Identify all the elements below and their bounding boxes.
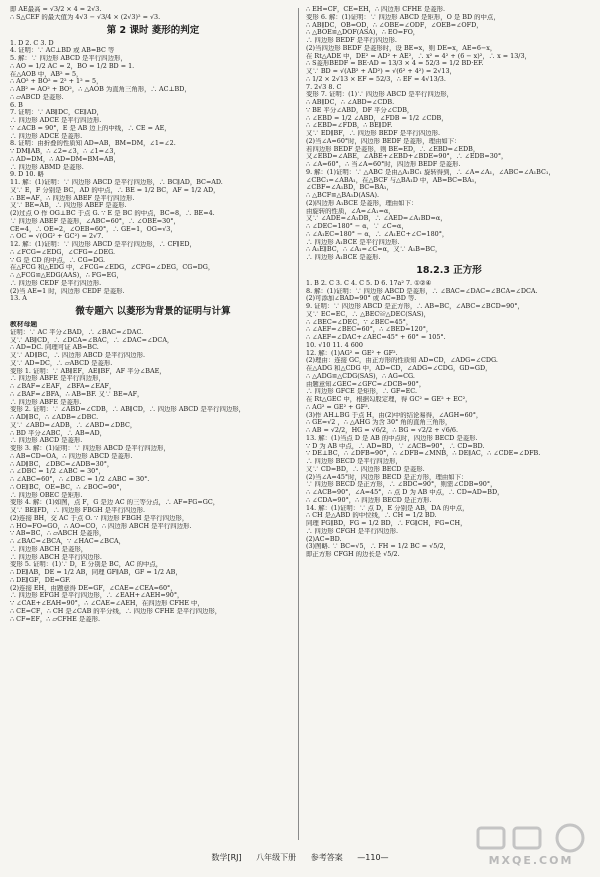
answer-line: ∴ BE=AF，∴ 四边形 ABEF 是平行四边形. bbox=[10, 194, 135, 202]
footer-page-number: —110— bbox=[357, 853, 389, 862]
answer-line: (2)连接 EH，由题意得 DE=GF，∠CAE=∠CEA=60°， bbox=[10, 584, 177, 592]
answer-line: 又∵ BE∥FD，∴ 四边形 FBGH 是平行四边形. bbox=[10, 507, 146, 514]
answer-line: (2)当 AE=1 时，四边形 CEDF 是菱形. bbox=[10, 287, 125, 295]
answer-line: ∴ 四边形 A₁BCE 是平行四边形. bbox=[306, 238, 400, 246]
answer-line: ∵ DM∥AB，∴ ∠2=∠3，∴ ∠1=∠3， bbox=[10, 148, 120, 155]
answer-line: ∴ △FCG≌△EDG(AAS)，∴ FG=EG， bbox=[10, 272, 123, 279]
answer-line: 8. 证明：由折叠的性质知 AD=AB，BM=DM，∠1=∠2. bbox=[10, 140, 176, 148]
answer-line: 若四边形 BEDF 是菱形，则 BE=ED，∴ ∠EBD=∠EDB， bbox=[306, 145, 480, 153]
column-divider bbox=[298, 8, 299, 840]
answer-line: ∵ 四边形 BECD 是正方形，∴ ∠BDC=90°，则需∠CDB=90°， bbox=[306, 481, 497, 489]
answer-line: (3)图略. ∵ BC=√5，∴ FH = 1/2 BC = √5/2， bbox=[306, 543, 450, 551]
answer-line: ∴ ∠AEF=∠DAC+∠AEC=45° + 60° = 105°. bbox=[306, 334, 446, 341]
answer-line: ∴ BD 平分∠ABC，∴ AB=AD， bbox=[10, 429, 107, 437]
answer-line: ∴ ∠DBC = 1/2 ∠ABC = 30°， bbox=[10, 468, 105, 476]
answer-line: ∴ AO² + BO² = 2² + 1² = 5， bbox=[10, 78, 103, 86]
answer-line: 4. 证明：∵ AC⊥BD 或 AB=BC 等 bbox=[10, 47, 115, 55]
answer-line: ∴ 四边形 ABCD 是菱形. bbox=[10, 437, 83, 445]
answer-line: (2)理由：连接 GC，由正方形的性质知 AD=CD，∠ADG=∠CDG. bbox=[306, 357, 498, 365]
answer-line: ∴ ∠BAF=∠BFA，∴ AB=BF. 又∵ BE=AF， bbox=[10, 390, 144, 398]
answer-line: 变形 4. 解：(1)如图，点 F，G 是边 AC 的三等分点，∴ AF=FG=GC， bbox=[10, 499, 220, 507]
answer-line: 在△AOB 中，AB² = 5， bbox=[10, 70, 83, 78]
answer-line: 又∵ ∠ADE=∠A₁DB，∴ ∠AED=∠A₁BD=α， bbox=[306, 215, 447, 223]
answer-line: ∴ AB = √2/2，HG = √6/2，∴ BG = √2/2 + √6/6. bbox=[306, 427, 459, 434]
section-heading: 18.2.3 正方形 bbox=[416, 264, 482, 276]
answer-line: ∵ ∠CAE+∠EAH=90°，∴ ∠CAE=∠AEH，在四边形 CFHE 中， bbox=[10, 600, 204, 607]
subsection-label: 教材母题 bbox=[10, 321, 38, 328]
answer-line: ∴ ∠CDA=90°，∴ 四边形 BECD 是正方形. bbox=[306, 496, 432, 504]
answer-line: ∴ ▱ABCD 是菱形. bbox=[10, 93, 64, 101]
footer-grade: 八年级下册 bbox=[256, 853, 297, 862]
answer-line: ∵ G 是 CD 的中点，∴ CG=DG. bbox=[10, 256, 106, 264]
answer-line: (2)AC=BD. bbox=[306, 535, 342, 543]
answer-line: ∵ DE⊥BC，∴ ∠DFB=90°，∴ ∠DFB=∠MNB，∴ DE∥AC，∴ ∠CDE=∠DFB. bbox=[306, 450, 541, 458]
answer-line: 6. B bbox=[10, 101, 23, 109]
answer-line: 变形 6. 解：(1)证明：∵ 四边形 ABCD 是矩形，O 是 BD 的中点， bbox=[306, 13, 500, 21]
answer-line: 8. 解：(1)证明：∵ 四边形 ABCD 是菱形，∴ ∠BAC=∠DAC=∠BCA=∠DCA. bbox=[306, 287, 538, 295]
answer-line: (2)可添加∠BAD=90° 或 AC=BD 等. bbox=[306, 295, 417, 303]
answer-line: ∴ 四边形 EFGH 是平行四边形，∴ ∠EAH+∠AEH=90°， bbox=[10, 592, 184, 600]
answer-line: 10. √10 11. 4 600 bbox=[306, 341, 363, 349]
answer-line: ∴ DE∥AB，DE = 1/2 AB，同理 GF∥AB，GF = 1/2 AB， bbox=[10, 569, 182, 576]
answer-line: 即 AE最高 = √3/2 × 4 = 2√3. bbox=[10, 6, 102, 13]
answer-line: 又∵ ∠ABD=∠ADB，∴ ∠ABD=∠DBC， bbox=[10, 421, 137, 429]
answer-line: ∴ 四边形 ADCE 是平行四边形. bbox=[10, 117, 102, 124]
answer-line: 9. 证明：∵ 四边形 ABCD 是正方形，∴ AB=BC，∠ABC=∠BCD=90°， bbox=[306, 303, 524, 310]
answer-line: ∴ CE=CF，∴ CH 是∠CAB 的平分线，∴ 四边形 CFHE 是平行四边形， bbox=[10, 607, 222, 615]
answer-line: ∴ ∠ABC=60°，∴ ∠DBC = 1/2 ∠ABC = 30°. bbox=[10, 476, 150, 483]
answer-line: ∴ AO = 1/2 AC = 2，BO = 1/2 BD = 1. bbox=[10, 62, 135, 70]
answer-line: ∵ AB=BC，∴ ▱ABCH 是菱形， bbox=[10, 530, 106, 538]
answer-line: ∴ ∠BEC=∠DEC，∵ ∠BEC=45°， bbox=[306, 318, 413, 326]
answer-line: (2)过点 O 作 OG⊥BC 于点 G. ∵ E 是 BC 的中点，BC=8，∴ BE=4. bbox=[10, 210, 215, 217]
answer-line: ∴ AG² = GE² + GF². bbox=[306, 403, 370, 411]
answer-line: 在 Rt△GEC 中，根据勾股定理，得 GC² = GE² + EC²， bbox=[306, 396, 472, 403]
answer-line: 9. D 10. 略 bbox=[10, 171, 44, 179]
answer-line: 9. 解：(1)证明：∵ △ABC 是由△A₁BC₁ 旋转得到，∴ ∠A=∠A₁，∠ABC=∠A₁BC₁， bbox=[306, 168, 555, 176]
answer-line: ∴ 1/2 × 2√13 × EF = 52/3，∴ EF = 4√13/3. bbox=[306, 75, 446, 83]
answer-line: ∴ HO=FO=GO，∴ AO=CO，∴ 四边形 ABCH 是平行四边形. bbox=[10, 522, 192, 530]
answer-line: ∴ AD∥BC，∠DBC=∠ADB=30°， bbox=[10, 460, 114, 468]
answer-line: 又∠EBD=∠ABE，∠ABE+∠EBD+∠BDE=90°，∴ ∠EDB=30°， bbox=[306, 153, 508, 161]
answer-line: 由旋转的性质，∠A=∠A₁=α， bbox=[306, 207, 395, 215]
answer-line: ∴ 四边形 BEDF 是平行四边形. bbox=[306, 37, 397, 44]
answer-line: 变形 3. 解：(1)证明：∵ 四边形 ABCD 是平行四边形， bbox=[10, 445, 170, 452]
answer-line: ∴ ∠BAC=∠BCA，∵ ∠HAC=∠BCA， bbox=[10, 538, 126, 545]
answer-line: 1. B 2. C 3. C 4. C 5. D 6. 17a² 7. ①②④ bbox=[306, 279, 432, 287]
answer-line: ∴ AB=CD=OA，∴ 四边形 ABCD 是菱形. bbox=[10, 452, 133, 460]
section-heading: 第 2 课时 菱形的判定 bbox=[106, 24, 200, 36]
answer-line: 在△FCG 和△EDG 中，∠FCG=∠EDG，∠CFG=∠DEG，CG=DG， bbox=[10, 264, 215, 272]
section-heading: 微专题六 以菱形为背景的证明与计算 bbox=[75, 306, 231, 317]
answer-line: ∴ ∠BAF=∠EAF，∠BFA=∠EAF， bbox=[10, 383, 116, 390]
answer-line: 11. 解：(1)证明：∵ 四边形 ABCD 是平行四边形，∴ BC∥AD，BC=AD. bbox=[10, 179, 223, 186]
answer-line: 变形 2. 证明：∵ ∠ABD=∠CDB，∴ AB∥CD，∴ 四边形 ABCD 是平行四边形， bbox=[10, 406, 246, 414]
answer-line: 由题意知∠GEC=∠GFC=∠DCB=90°， bbox=[306, 380, 426, 388]
answer-line: (2)四边形 A₁BCE 是菱形，理由如下： bbox=[306, 199, 418, 207]
answer-line: 同理 FG∥BD，FG = 1/2 BD，∴ FG∥CH，FG=CH， bbox=[306, 520, 467, 527]
answer-line: ∴ 四边形 ADCE 是菱形. bbox=[10, 132, 83, 140]
answer-line: ∴ GE=√2 ，∴ △AHG 为含 30° 角的直角三角形， bbox=[306, 419, 452, 427]
answer-line: ∴ 四边形 OBEC 是矩形. bbox=[10, 491, 83, 499]
answer-line: 14. 解：(1)证明：∵ 点 D，E 分别是 AB，DA 的中点， bbox=[306, 504, 469, 512]
answer-line: 13. A bbox=[10, 295, 27, 303]
answer-line: 12. 解：(1)证明：∵ 四边形 ABCD 是平行四边形，∴ CF∥ED， bbox=[10, 241, 196, 248]
answer-line: 又∵ EC=EC，∴ △BEC≌△DEC(SAS)， bbox=[306, 310, 430, 318]
answer-line: ∴ OC = √(OG² + GC²) = 2√7. bbox=[10, 233, 104, 241]
answer-line: (2)连接 BH，交 AC 于点 O. ∵ 四边形 FBGH 是平行四边形， bbox=[10, 514, 189, 522]
watermark-logo-icon bbox=[470, 820, 592, 854]
answer-line: 证明：∵ AC 平分∠BAD，∴ ∠BAC=∠DAC. bbox=[10, 328, 144, 336]
answer-line: ∴ AB∥DC，OB=OD，∴ ∠OBE=∠ODF，∠OEB=∠OFD， bbox=[306, 21, 483, 29]
answer-line: ∴ AD=DC. 同理可证 AB=BC. bbox=[10, 344, 99, 352]
answer-line: ∴ CH 是△ABD 的中位线，∴ CH = 1/2 BD. bbox=[306, 512, 437, 520]
answer-line: ∴ ∠A₁EC=180° − α，∴ ∠A₁EC+∠C=180°， bbox=[306, 230, 449, 238]
answer-line: ∴ △ADG≌△CDG(SAS)，∴ AG=CG. bbox=[306, 372, 415, 380]
answer-line: ∴ 四边形 ABMD 是菱形. bbox=[10, 163, 84, 171]
answer-line: ∴ EH=CF，CE=EH，∴ 四边形 CFHE 是菱形. bbox=[306, 6, 446, 13]
answer-line: 又∵ BE=AB，∴ 四边形 ABEF 是菱形. bbox=[10, 202, 127, 210]
answer-line: ∵ D 为 AB 中点，∴ AD=BD，∵ ∠ACB=90°，∴ CD=BD. bbox=[306, 442, 485, 450]
answer-line: ∴ AD=DM，∴ AD=DM=BM=AB， bbox=[10, 155, 120, 163]
answer-line: ∴ 四边形 ABCH 是平行四边形. bbox=[10, 553, 102, 561]
answer-line: ∠CBC₁=∠ABA₁，在△BCF 与△BA₁D 中，AB=BC=BA₁， bbox=[306, 176, 481, 184]
answer-line: ∴ 四边形 ABCH 是菱形， bbox=[10, 545, 88, 553]
answer-line: ∴ ∠DEC=180° − α，∵ ∠C=α， bbox=[306, 223, 408, 230]
answer-line: 又∵ ED∥BF，∴ 四边形 BEDF 是平行四边形. bbox=[306, 130, 441, 137]
answer-line: ∴ AD∥BC，∴ ∠ADB=∠DBC. bbox=[10, 414, 99, 421]
answer-line: 1. D 2. C 3. D bbox=[10, 39, 54, 47]
answer-line: ∴ 四边形 ABFE 是菱形. bbox=[10, 398, 82, 406]
answer-line: 又∵ BD = √(AB² + AD²) = √(6² + 4²) = 2√13， bbox=[306, 68, 456, 75]
answer-line: ∴ △BCF≌△BA₁D(ASA). bbox=[306, 192, 380, 199]
right-column bbox=[306, 6, 592, 844]
answer-line: 即正方形 CFGH 的边长是 √5/2. bbox=[306, 551, 400, 558]
watermark bbox=[470, 820, 592, 868]
answer-line: 7. 证明：∵ AB∥DC，CE∥AD， bbox=[10, 109, 104, 117]
answer-line: ∴ ∠ACB=90°，∠A=45°，∴ 点 D 为 AB 中点，∴ CD=AD=BD， bbox=[306, 489, 504, 496]
answer-line: ∴ ∠A=60°，∴ 当∠A=60°时，四边形 BEDF 是菱形. bbox=[306, 161, 461, 168]
answer-line: 变形 7. 证明：(1)∵ 四边形 ABCD 是平行四边形， bbox=[306, 91, 453, 99]
watermark-text: MXQE.COM bbox=[488, 854, 574, 867]
answer-line: 又∵ E，F 分别是 BC，AD 的中点，∴ BE = 1/2 BC，AF = 1/2 AD， bbox=[10, 186, 220, 194]
answer-line: (2)当∠A=60°时，四边形 BEDF 是菱形，理由如下： bbox=[306, 137, 461, 145]
answer-line: (3)作 AH⊥BG 于点 H，由(2)中的结论易得，∠AGH=60°， bbox=[306, 411, 483, 419]
answer-line: ∴ CF=EF，∴ ▱CFHE 是菱形. bbox=[10, 615, 101, 623]
answer-line: ∠CBF=∠A₁BD，BC=BA₁， bbox=[306, 184, 393, 192]
answer-line: 又∵ AD∥BC，∴ 四边形 ABCD 是平行四边形. bbox=[10, 352, 146, 359]
answer-line: ∴ DE∥GF，DE=GF. bbox=[10, 576, 71, 584]
answer-line: 5. 解：∵ 四边形 ABCD 是平行四边形， bbox=[10, 55, 127, 62]
answer-line: ∵ 四边形 ABEF 是菱形，∠ABC=60°，∴ ∠OBE=30°， bbox=[10, 217, 180, 225]
answer-line: ∴ OE∥BC，OE=BC，∴ ∠BOC=90°， bbox=[10, 483, 126, 491]
answer-line: 在△ADG 和△CDG 中，AD=CD，∠ADG=∠CDG，GD=GD， bbox=[306, 365, 492, 372]
answer-line: ∴ 四边形 CFGH 是平行四边形. bbox=[306, 527, 399, 535]
answer-line: ∴ △BOE≌△DOF(ASA)，∴ EO=FO， bbox=[306, 29, 420, 37]
answer-line: ∴ A₁E∥BC，∴ ∠A₁=∠C=α，又∵ A₁B=BC， bbox=[306, 246, 442, 254]
answer-line: 变形 1. 证明：∵ AB∥EF，AE∥BF，AF 平分∠BAE， bbox=[10, 367, 166, 375]
answer-line: (2)当∠A=45°时，四边形 BECD 是正方形，理由如下： bbox=[306, 473, 468, 481]
answer-line: ∵ BE 平分∠ABD，DF 平分∠CDB， bbox=[306, 106, 414, 114]
answer-line: ∴ ∠AEF=∠BEC=60°，∴ ∠BED=120°， bbox=[306, 326, 433, 334]
answer-line: ∴ 四边形 CEDF 是平行四边形. bbox=[10, 279, 102, 287]
answer-line: ∵ ∠ACB = 90°，E 是 AB 边上的中线，∴ CE = AE， bbox=[10, 124, 171, 132]
answer-line: 又∵ AB∥CD，∴ ∠DCA=∠BAC，∴ ∠DAC=∠DCA， bbox=[10, 336, 174, 344]
answer-line: ∴ 四边形 GFCE 是矩形，∴ GF=EC. bbox=[306, 388, 417, 396]
answer-line: 又∵ CD=BD，∴ 四边形 BECD 是菱形. bbox=[306, 465, 425, 473]
answer-line: ∴ 四边形 ABFE 是平行四边形， bbox=[10, 375, 105, 383]
answer-line: (2)当四边形 BEDF 是菱形时，设 BE=x，则 DE=x，AE=6−x， bbox=[306, 44, 497, 52]
left-column bbox=[10, 6, 296, 844]
answer-line: 在 Rt△ADE 中，DE² = AD² + AE²，∴ x² = 4² + (6 − x)²，∴ x = 13/3， bbox=[306, 52, 531, 60]
answer-line: ∴ AB∥DC，∴ ∠ABD=∠CDB. bbox=[306, 99, 395, 106]
answer-line: ∴ ∠FCG=∠EDG，∠CFG=∠DEG. bbox=[10, 248, 116, 256]
answer-line: ∴ 四边形 BECD 是平行四边形， bbox=[306, 458, 402, 465]
answer-line: ∴ 四边形 A₁BCE 是菱形. bbox=[306, 254, 381, 261]
answer-line: 13. 解：(1)当点 D 是 AB 的中点时，四边形 BECD 是菱形. bbox=[306, 434, 478, 442]
answer-line: CE=4，∴ OE=2，∠OEB=60°，∴ GE=1，OG=√3， bbox=[10, 225, 177, 233]
footer-label: 参考答案 bbox=[310, 853, 343, 862]
answer-line: 7. 2√3 8. C bbox=[306, 83, 342, 91]
answer-line: 变形 5. 证明：(1)∵ D，E 分别是 BC，AC 的中点， bbox=[10, 561, 163, 569]
answer-line: ∴ S△CEF 的最大值为 4√3 − √3/4 × (2√3)² = √3. bbox=[10, 13, 161, 21]
answer-line: 12. 解：(1)AG² = GE² + GF². bbox=[306, 349, 398, 357]
answer-line: ∴ S菱形BEDF = BE·AD = 13/3 × 4 = 52/3 = 1/2 BD·EF. bbox=[306, 60, 484, 68]
footer-subject: 数学[RJ] bbox=[211, 853, 242, 862]
answer-line: 又∵ AD=DC，∴ ▱ABCD 是菱形. bbox=[10, 359, 113, 367]
answer-line: ∴ ∠EBD = 1/2 ∠ABD，∠FDB = 1/2 ∠CDB， bbox=[306, 114, 448, 122]
answer-line: ∴ AB² = AO² + BO²，∴ △AOB 为直角三角形，∴ AC⊥BD， bbox=[10, 86, 191, 93]
answer-line: ∴ ∠EBD=∠FDB，∴ BE∥DF. bbox=[306, 122, 393, 130]
